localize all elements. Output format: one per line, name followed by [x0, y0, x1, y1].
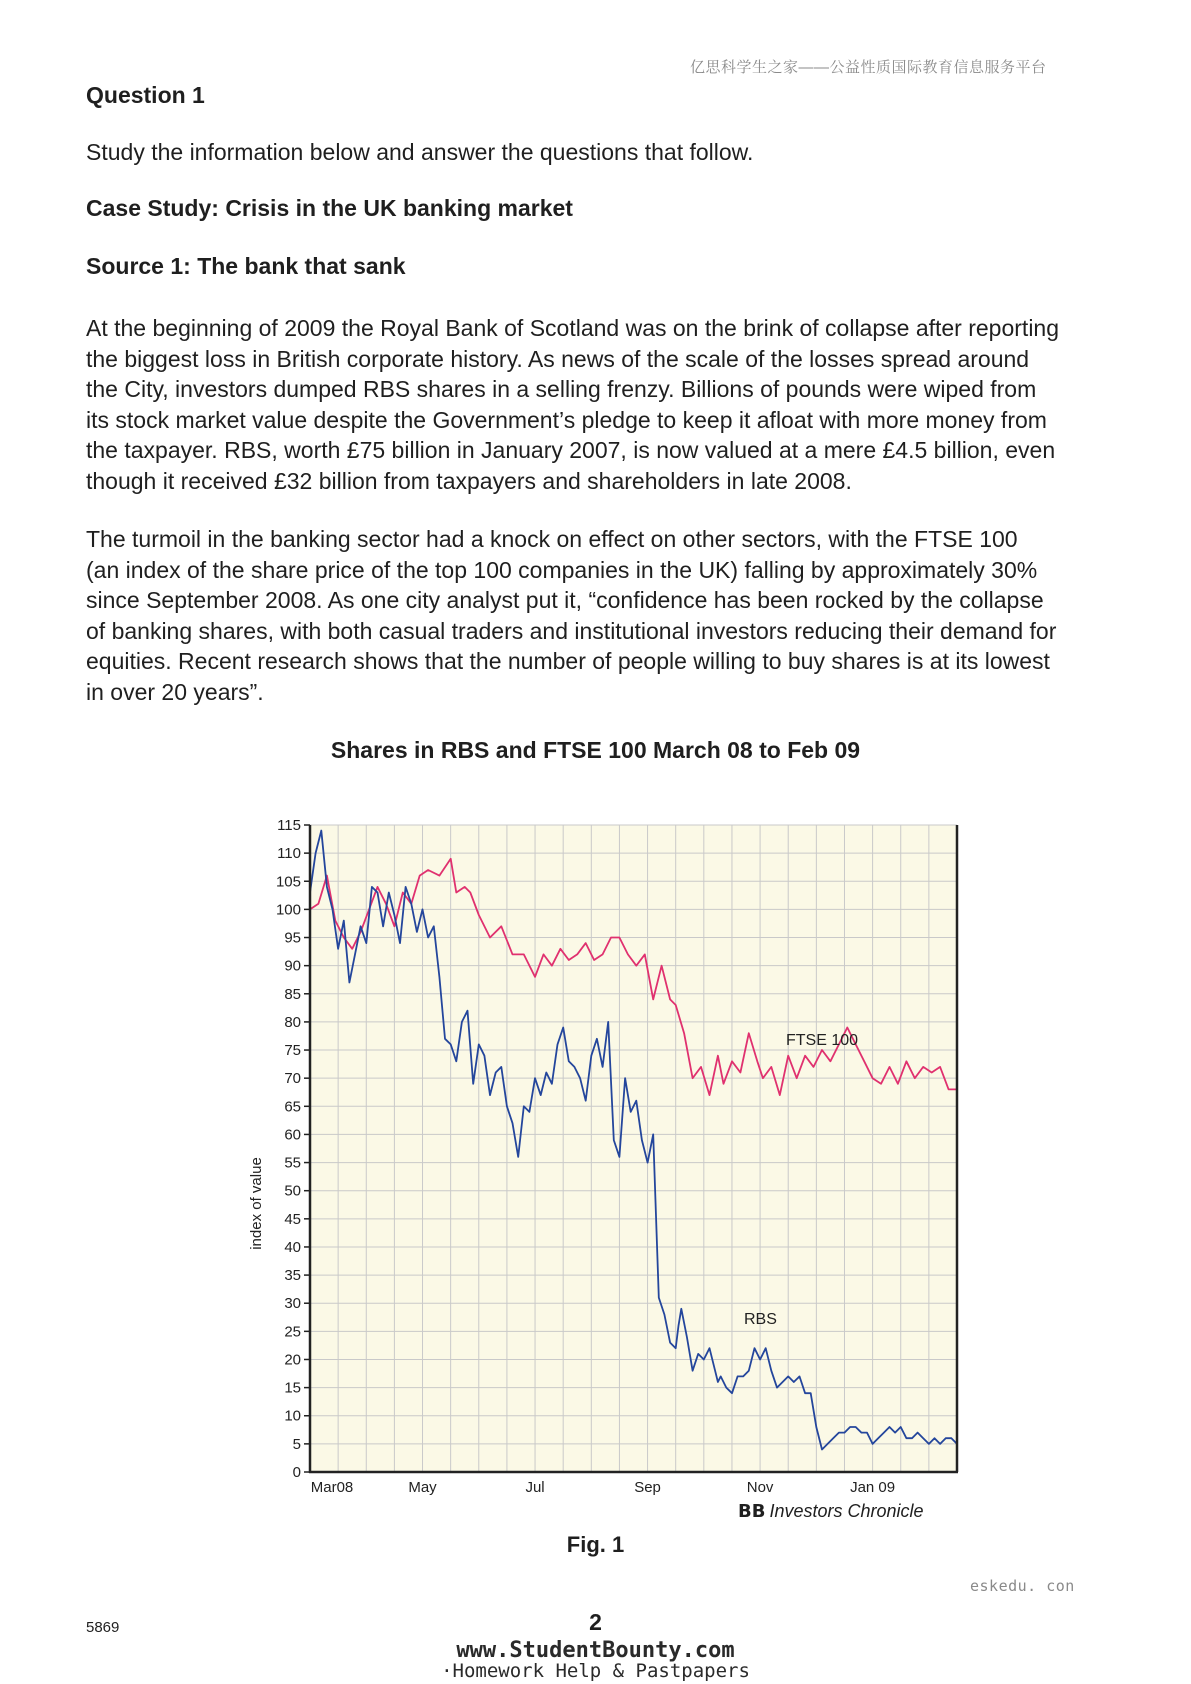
paragraph-2-line: since September 2008. As one city analyst put it, “confidence has been rocked by the collapse [86, 587, 1044, 613]
site-watermark: eskedu. con [970, 1577, 1075, 1595]
paragraph-2-line: The turmoil in the banking sector had a knock on effect on other sectors, with the FTSE 100 [86, 526, 1018, 552]
y-tick-label: 105 [275, 873, 301, 891]
paragraph-1-line: At the beginning of 2009 the Royal Bank of Scotland was on the brink of collapse after reporting [86, 315, 1060, 341]
studentbounty-tagline: ·Homework Help & Pastpapers [441, 1660, 750, 1682]
case-study-heading: Case Study: Crisis in the UK banking market [86, 195, 573, 221]
x-tick-label: Jul [525, 1479, 545, 1496]
question-title: Question 1 [86, 82, 205, 108]
y-tick-label: 65 [284, 1098, 301, 1116]
y-tick-label: 85 [284, 985, 301, 1003]
y-tick-label: 75 [284, 1042, 301, 1060]
paragraph-1-line: though it received £32 billion from taxpayers and shareholders in late 2008. [86, 467, 852, 494]
y-tick-label: 5 [292, 1435, 301, 1453]
y-tick-label: 25 [284, 1323, 301, 1341]
y-tick-label: 40 [284, 1238, 301, 1256]
y-tick-label: 115 [277, 817, 301, 834]
header-watermark: 亿思科学生之家——公益性质国际教育信息服务平台 [690, 59, 1047, 76]
source-heading: Source 1: The bank that sank [86, 253, 406, 279]
investors-chronicle-logo: BB [738, 1501, 766, 1522]
paragraph-2-line: equities. Recent research shows that the number of people willing to buy shares is at its lowest [86, 648, 1050, 674]
y-tick-label: 30 [284, 1295, 301, 1313]
paragraph-2-line: (an index of the share price of the top 100 companies in the UK) falling by approximately 30% [86, 556, 1038, 583]
y-axis-label: index of value [248, 1157, 265, 1250]
rbs-annotation: RBS [744, 1311, 777, 1328]
y-tick-label: 10 [284, 1407, 301, 1425]
x-tick-label: Nov [746, 1479, 774, 1496]
y-tick-label: 45 [284, 1210, 301, 1228]
y-tick-label: 70 [284, 1070, 301, 1088]
figure-credit [738, 1501, 924, 1522]
y-tick-label: 100 [275, 901, 301, 919]
y-tick-label: 90 [284, 957, 301, 975]
y-tick-label: 55 [284, 1154, 301, 1172]
paragraph-1-line: the City, investors dumped RBS shares in a selling frenzy. Billions of pounds were wiped from [86, 376, 1037, 402]
y-tick-label: 0 [292, 1464, 301, 1481]
y-tick-label: 60 [284, 1126, 301, 1144]
studentbounty-url: www.StudentBounty.com [456, 1638, 735, 1663]
x-tick-label: Sep [634, 1479, 661, 1496]
x-tick-label: May [408, 1479, 437, 1496]
x-tick-label: Jan 09 [850, 1479, 896, 1496]
x-tick-label: Mar08 [310, 1479, 354, 1496]
paragraph-2-line: in over 20 years”. [86, 678, 264, 705]
ftse-annotation: FTSE 100 [786, 1032, 859, 1049]
y-tick-label: 110 [277, 845, 301, 863]
paragraph-1-line: the taxpayer. RBS, worth £75 billion in January 2007, is now valued at a mere £4.5 billion, even [86, 437, 1056, 463]
plot-area [310, 825, 957, 1472]
y-tick-label: 15 [284, 1379, 301, 1397]
page-number: 2 [589, 1609, 602, 1635]
chart-title: Shares in RBS and FTSE 100 March 08 to Feb 09 [330, 737, 861, 763]
y-tick-label: 80 [284, 1013, 301, 1031]
instruction-text: Study the information below and answer the questions that follow. [86, 139, 754, 165]
figure-credit-text: Investors Chronicle [769, 1501, 924, 1521]
paragraph-1-line: the biggest loss in British corporate history. As news of the scale of the losses spread around [86, 345, 1030, 372]
paragraph-2-line: of banking shares, with both casual traders and institutional investors reducing their demand for [86, 617, 1057, 644]
figure-label: Fig. 1 [566, 1532, 625, 1557]
y-tick-label: 35 [284, 1267, 301, 1285]
paragraph-1-line: its stock market value despite the Government’s pledge to keep it afloat with more money from [86, 406, 1047, 433]
y-tick-label: 50 [284, 1182, 301, 1200]
y-tick-label: 95 [284, 929, 301, 947]
paper-code: 5869 [86, 1619, 120, 1636]
y-tick-label: 20 [284, 1351, 301, 1369]
